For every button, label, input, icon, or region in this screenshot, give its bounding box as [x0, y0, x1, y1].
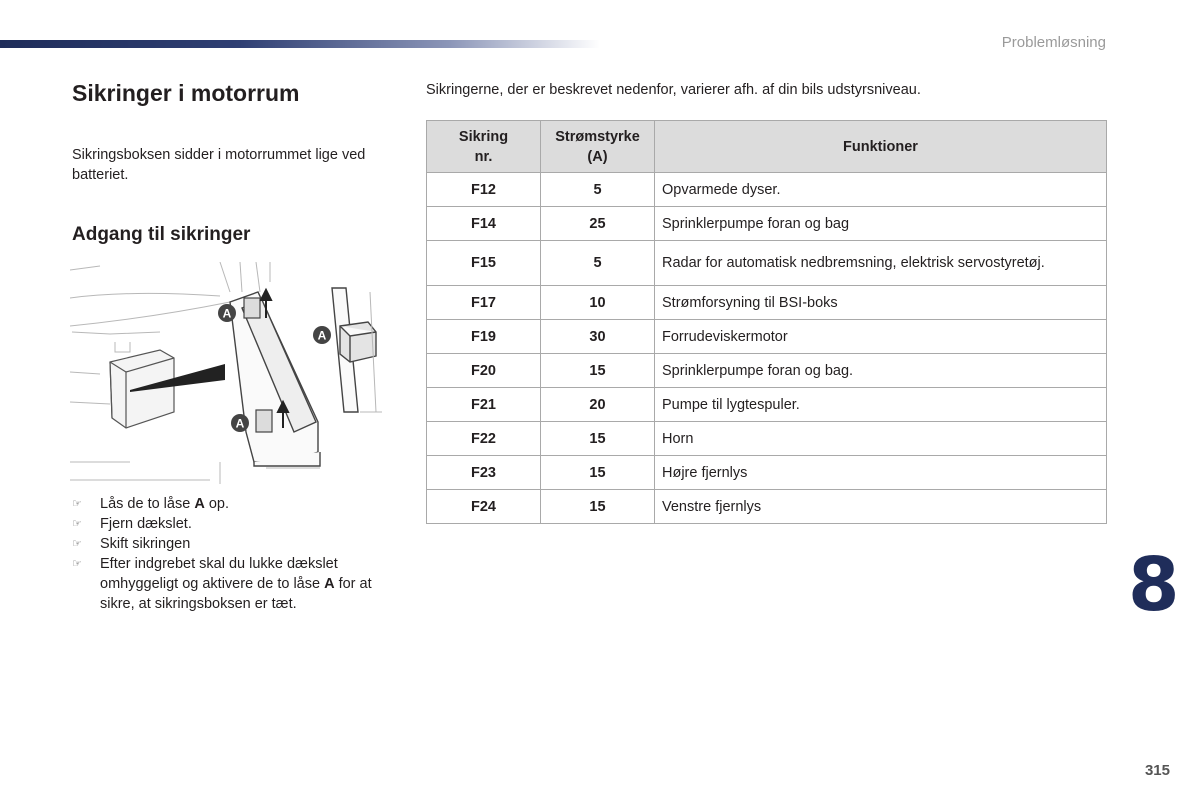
fuse-cell: F12 [427, 173, 541, 207]
col-header-fuse: Sikring nr. [427, 121, 541, 173]
section-title: Problemløsning [1001, 34, 1106, 51]
step-text-after: op. [204, 496, 229, 512]
amperage-cell: 15 [541, 456, 655, 490]
table-row [427, 286, 1107, 320]
table-row [427, 490, 1107, 524]
step-lock-label: A [324, 576, 335, 592]
pointer-hand-icon: ☞ [72, 538, 82, 550]
fuse-cell: F15 [427, 241, 541, 286]
fuse-cell: F24 [427, 490, 541, 524]
pointer-hand-icon: ☞ [72, 558, 82, 570]
amperage-cell: 20 [541, 388, 655, 422]
fuse-box-illustration [70, 262, 390, 484]
table-row [427, 207, 1107, 241]
step-item [72, 494, 402, 514]
step-text-before: Skift sikringen [100, 536, 191, 552]
fuse-box-drawing [70, 262, 390, 484]
function-cell: Forrudeviskermotor [655, 320, 1107, 354]
function-cell: Sprinklerpumpe foran og bag [655, 207, 1107, 241]
step-text-before: Efter indgrebet skal du lukke dækslet omhyggeligt og aktivere de to låse [100, 556, 338, 592]
fuse-cell: F22 [427, 422, 541, 456]
lock-label-a-bottom: A [235, 416, 245, 431]
page-number: 315 [1144, 762, 1170, 779]
function-cell: Sprinklerpumpe foran og bag. [655, 354, 1107, 388]
fuse-cell: F14 [427, 207, 541, 241]
function-cell: Venstre fjernlys [655, 490, 1107, 524]
amperage-cell: 5 [541, 241, 655, 286]
function-cell: Højre fjernlys [655, 456, 1107, 490]
fuse-cell: F23 [427, 456, 541, 490]
step-text-before: Fjern dækslet. [100, 516, 192, 532]
function-cell: Horn [655, 422, 1107, 456]
step-item [72, 554, 402, 614]
table-row [427, 456, 1107, 490]
col-header-functions: Funktioner [655, 121, 1107, 173]
amperage-cell: 25 [541, 207, 655, 241]
lock-label-a-top: A [222, 306, 232, 321]
col-header-amperage: Strømstyrke (A) [541, 121, 655, 173]
table-row [427, 173, 1107, 207]
function-cell: Pumpe til lygtespuler. [655, 388, 1107, 422]
pointer-hand-icon: ☞ [72, 518, 82, 530]
step-item [72, 514, 402, 534]
step-text-before: Lås de to låse [100, 496, 195, 512]
amperage-cell: 15 [541, 422, 655, 456]
fuse-table [426, 120, 1107, 524]
fuse-cell: F20 [427, 354, 541, 388]
table-row [427, 241, 1107, 286]
pointer-hand-icon: ☞ [72, 498, 82, 510]
table-header-row [427, 121, 1107, 173]
amperage-cell: 30 [541, 320, 655, 354]
function-cell: Opvarmede dyser. [655, 173, 1107, 207]
table-row [427, 354, 1107, 388]
amperage-cell: 5 [541, 173, 655, 207]
fuse-cell: F21 [427, 388, 541, 422]
amperage-cell: 10 [541, 286, 655, 320]
fuse-cell: F17 [427, 286, 541, 320]
amperage-cell: 15 [541, 490, 655, 524]
step-item [72, 534, 402, 554]
step-text-after: for at sikre, at sikringsboksen er tæt. [100, 576, 372, 612]
subsection-title: Adgang til sikringer [72, 224, 251, 245]
table-row [427, 422, 1107, 456]
page-title: Sikringer i motorrum [72, 80, 300, 106]
instruction-steps [72, 494, 402, 614]
function-cell: Radar for automatisk nedbremsning, elektrisk servostyretøj. [655, 241, 1107, 286]
table-note: Sikringerne, der er beskrevet nedenfor, varierer afh. af din bils udstyrsniveau. [426, 82, 921, 98]
table-row [427, 320, 1107, 354]
fuse-cell: F19 [427, 320, 541, 354]
function-cell: Strømforsyning til BSI-boks [655, 286, 1107, 320]
amperage-cell: 15 [541, 354, 655, 388]
header-color-bar [0, 40, 600, 48]
step-lock-label: A [194, 496, 205, 512]
intro-text: Sikringsboksen sidder i motorrummet lige ved batteriet. [72, 147, 366, 183]
lock-label-a-detail: A [317, 328, 327, 343]
table-row [427, 388, 1107, 422]
chapter-number: 8 [1128, 542, 1180, 628]
